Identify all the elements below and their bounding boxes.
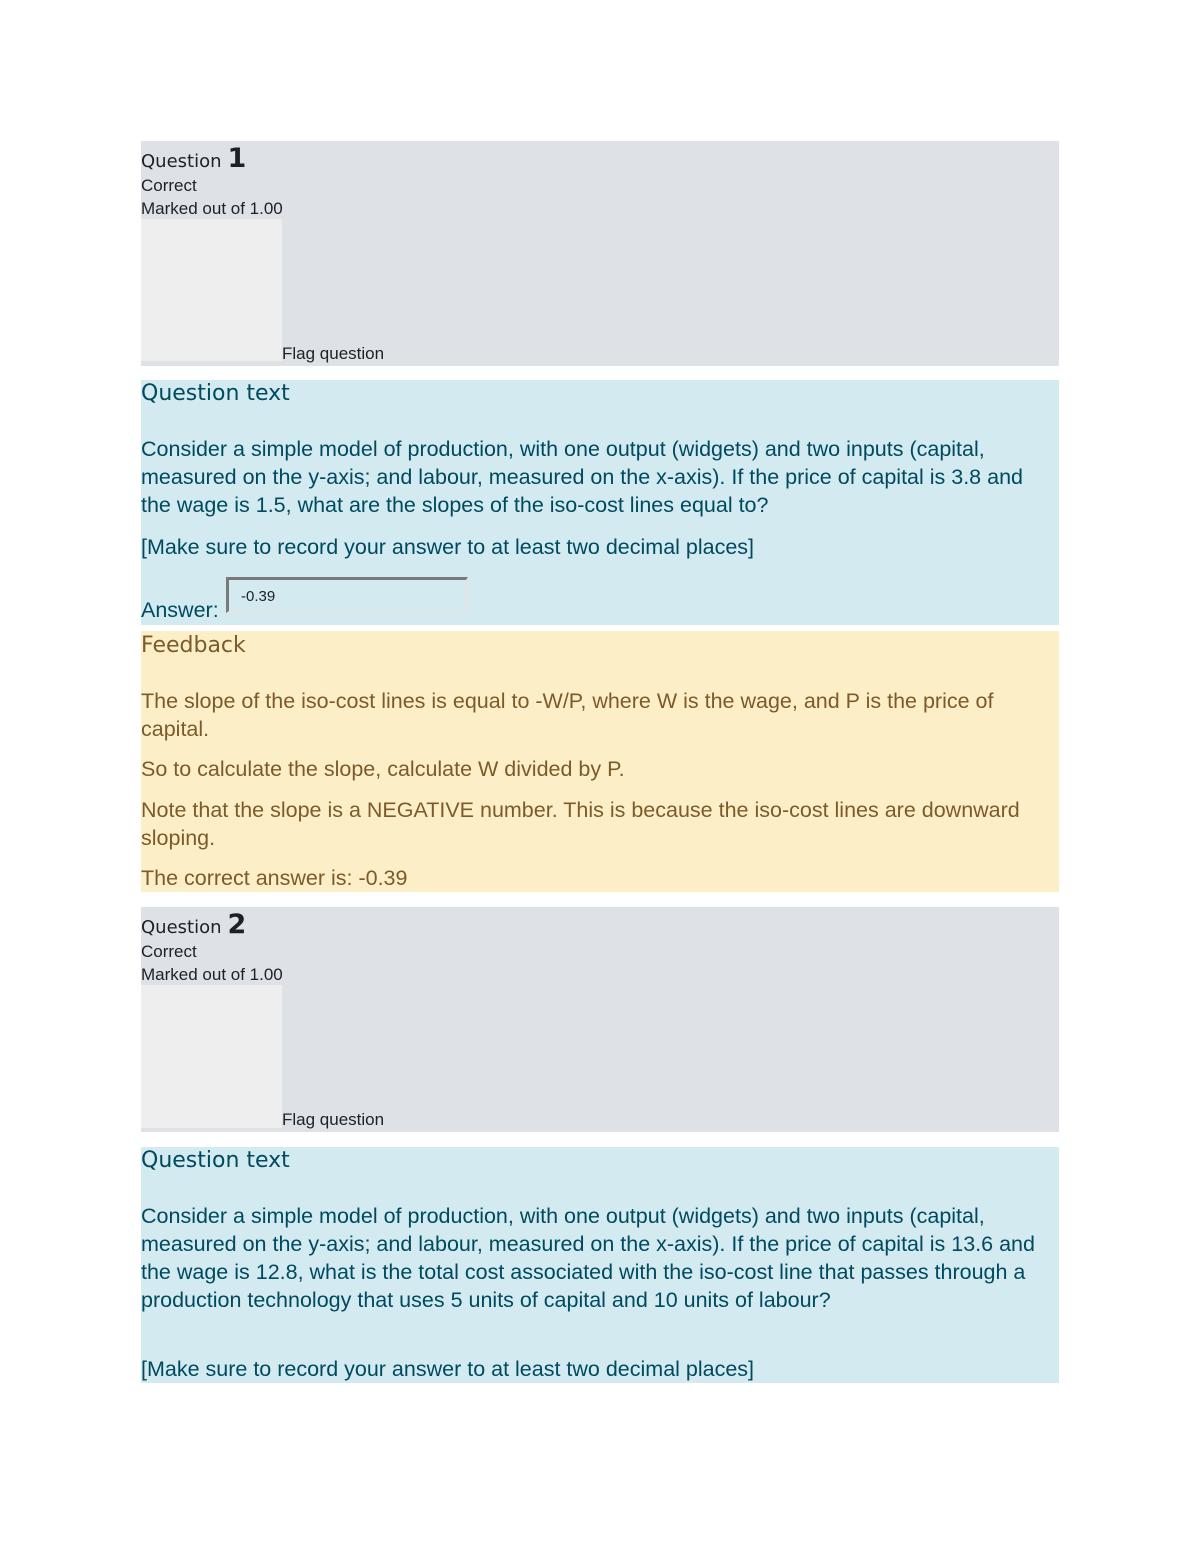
- question-label: Question: [141, 151, 222, 172]
- feedback-paragraph: So to calculate the slope, calculate W divided by P.: [141, 757, 625, 781]
- flag-icon[interactable]: [141, 985, 282, 1128]
- answer-input[interactable]: [226, 577, 468, 613]
- question-1-info: [141, 141, 1059, 366]
- question-number: [141, 143, 246, 174]
- question-text-heading: Question text: [141, 1148, 290, 1173]
- feedback-heading: Feedback: [141, 633, 246, 658]
- feedback-paragraph: Note that the slope is a NEGATIVE number. This is because the iso-cost lines are downward sloping.: [141, 798, 1020, 850]
- answer-label: Answer:: [141, 598, 219, 622]
- question-number: [141, 909, 246, 940]
- question-label: Question: [141, 917, 222, 938]
- feedback-paragraph: The slope of the iso-cost lines is equal to -W/P, where W is the wage, and P is the price of capital.: [141, 689, 994, 741]
- question-text-heading: Question text: [141, 381, 290, 406]
- question-note: [Make sure to record your answer to at least two decimal places]: [141, 1357, 755, 1381]
- question-state: Correct: [141, 176, 197, 195]
- question-body: Consider a simple model of production, with one output (widgets) and two inputs (capital, measured on the y-axis; and labour, measured on the x-axis). If the price of capital is 13.6 and the wage is 12.8, what is the total cost associated with the iso-cost line that passes through a production technology that uses 5 units of capital and 10 units of labour?: [141, 1204, 1035, 1312]
- question-note: [Make sure to record your answer to at least two decimal places]: [141, 535, 755, 559]
- question-grade: Marked out of 1.00: [141, 965, 283, 984]
- flag-question-link[interactable]: Flag question: [282, 1110, 385, 1129]
- question-2-content: [141, 1147, 1059, 1383]
- question-state: Correct: [141, 942, 197, 961]
- question-number-value: 1: [227, 143, 247, 174]
- question-grade: Marked out of 1.00: [141, 199, 283, 218]
- flag-icon[interactable]: [141, 219, 282, 361]
- question-2-info: [141, 907, 1059, 1132]
- question-body: Consider a simple model of production, with one output (widgets) and two inputs (capital, measured on the y-axis; and labour, measured on the x-axis). If the price of capital is 3.8 and the wage is 1.5, what are the slopes of the iso-cost lines equal to?: [141, 437, 1023, 517]
- flag-question-link[interactable]: Flag question: [282, 344, 385, 363]
- question-1-feedback: [141, 631, 1059, 892]
- correct-answer-text: The correct answer is: -0.39: [141, 866, 408, 890]
- question-1-content: [141, 380, 1059, 625]
- question-number-value: 2: [227, 909, 247, 940]
